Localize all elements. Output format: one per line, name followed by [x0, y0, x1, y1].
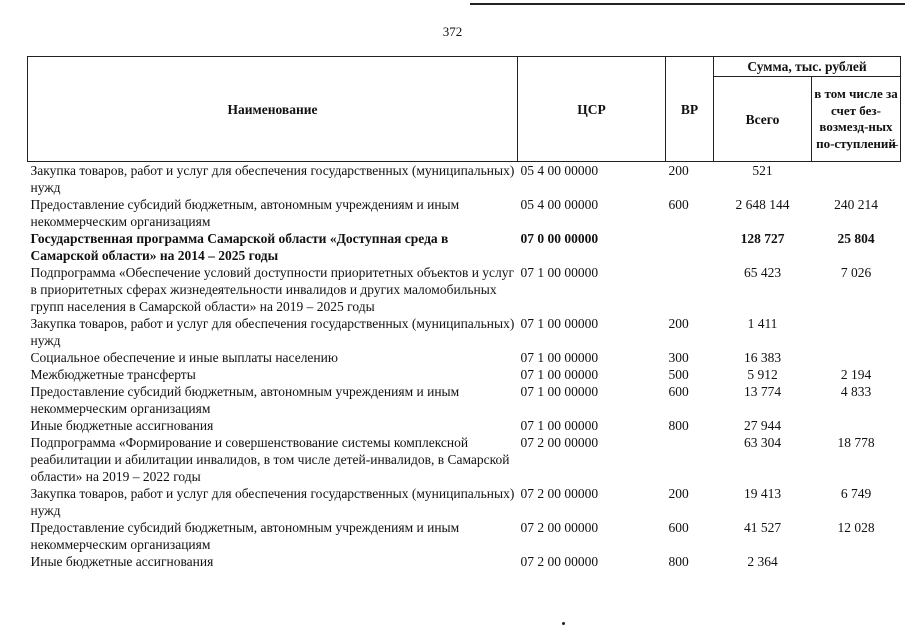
table-row	[28, 434, 901, 485]
header-bezv	[812, 77, 901, 162]
cell-total: 2 364	[747, 554, 778, 569]
cell-name: Иные бюджетные ассигнования	[30, 418, 214, 433]
cell-bezv: 12 028	[837, 520, 875, 535]
cell-bezv: 6 749	[840, 486, 872, 501]
cell-bezv: 18 778	[837, 435, 875, 450]
cell-vr: 600	[668, 197, 689, 212]
cell-name: Закупка товаров, работ и услуг для обеспечения государственных (муниципальных) нужд	[30, 163, 515, 195]
table-row	[28, 196, 901, 230]
cell-name: Социальное обеспечение и иные выплаты населению	[30, 350, 338, 365]
cell-csr: 07 1 00 00000	[520, 418, 599, 433]
header-bezv-text: в том числе за счет без-возмезд-ных по-ступлений	[814, 86, 898, 151]
cell-bezv	[812, 417, 901, 434]
table-row	[28, 315, 901, 349]
table-row	[28, 230, 901, 264]
cell-name: Межбюджетные трансферты	[30, 367, 196, 382]
header-csr: ЦСР	[518, 57, 666, 162]
cell-csr: 07 2 00 00000	[520, 554, 599, 569]
cell-name: Иные бюджетные ассигнования	[30, 554, 214, 569]
cell-csr: 07 1 00 00000	[520, 367, 599, 382]
table-header	[28, 57, 901, 162]
cell-bezv: 7 026	[840, 265, 872, 280]
table-row	[28, 485, 901, 519]
cell-csr: 07 2 00 00000	[520, 435, 599, 450]
cell-csr: 07 2 00 00000	[520, 520, 599, 535]
page-number: 372	[442, 24, 463, 39]
cell-vr: 500	[668, 367, 689, 382]
cell-total: 63 304	[743, 435, 782, 450]
cell-total: 65 423	[743, 265, 782, 280]
bottom-dot	[562, 622, 565, 625]
cell-csr: 07 1 00 00000	[520, 384, 599, 399]
cell-bezv	[812, 349, 901, 366]
cell-total: 1 411	[747, 316, 778, 331]
cell-name: Государственная программа Самарской области «Доступная среда в Самарской области» на 2014 – 2025 годы	[30, 231, 449, 263]
header-vr: ВР	[666, 57, 714, 162]
header-name: Наименование	[28, 57, 518, 162]
cell-csr: 07 1 00 00000	[520, 265, 599, 280]
table-row	[28, 162, 901, 197]
cell-vr: 200	[668, 163, 689, 178]
cell-name: Закупка товаров, работ и услуг для обеспечения государственных (муниципальных) нужд	[30, 316, 515, 348]
cell-vr: 800	[668, 554, 689, 569]
cell-name: Подпрограмма «Обеспечение условий доступности приоритетных объектов и услуг в приоритетных сферах жизнедеятельности инвалидов и других маломобильных групп населения в Самарской области» на 2019 – 2025 годы	[30, 265, 515, 314]
cell-bezv: 240 214	[834, 197, 878, 212]
cell-bezv: 4 833	[840, 384, 872, 399]
cell-total: 13 774	[743, 384, 782, 399]
cell-csr: 07 1 00 00000	[520, 316, 599, 331]
header-total: Всего	[714, 77, 812, 162]
cell-vr: 300	[668, 350, 689, 365]
cell-vr: 800	[668, 418, 689, 433]
cell-total: 27 944	[743, 418, 782, 433]
table-row	[28, 349, 901, 366]
cell-name: Предоставление субсидий бюджетным, автономным учреждениям и иным некоммерческим организациям	[30, 384, 460, 416]
cell-total: 2 648 144	[735, 197, 790, 212]
cell-name: Предоставление субсидий бюджетным, автономным учреждениям и иным некоммерческим организациям	[30, 520, 460, 552]
cell-total: 128 727	[740, 231, 785, 246]
table-row	[28, 366, 901, 383]
cell-vr: 200	[668, 316, 689, 331]
table-row	[28, 519, 901, 553]
table-row	[28, 264, 901, 315]
cell-csr: 05 4 00 00000	[520, 197, 599, 212]
cell-vr: 600	[668, 520, 689, 535]
cell-vr	[666, 264, 714, 315]
cell-csr: 07 0 00 00000	[520, 231, 599, 246]
cell-vr	[666, 434, 714, 485]
cell-total: 521	[752, 163, 773, 178]
cell-name: Предоставление субсидий бюджетным, автономным учреждениям и иным некоммерческим организациям	[30, 197, 460, 229]
cell-total: 16 383	[743, 350, 782, 365]
cell-bezv	[812, 315, 901, 349]
cell-bezv: 25 804	[837, 231, 875, 246]
budget-table	[27, 56, 901, 572]
cell-name: Подпрограмма «Формирование и совершенствование системы комплексной реабилитации и абилитации инвалидов, в том числе детей-инвалидов, в Самарской области» на 2019 – 2022 годы	[30, 435, 510, 484]
table-row	[28, 553, 901, 572]
cell-csr: 07 1 00 00000	[520, 350, 599, 365]
table-row	[28, 417, 901, 434]
header-sum: Сумма, тыс. рублей	[714, 57, 901, 77]
cell-csr: 05 4 00 00000	[520, 163, 599, 178]
table-body	[28, 162, 901, 573]
cell-total: 19 413	[743, 486, 782, 501]
cell-vr: 200	[668, 486, 689, 501]
table-row	[28, 383, 901, 417]
cell-bezv: 2 194	[840, 367, 872, 382]
cell-vr	[666, 230, 714, 264]
cell-bezv	[812, 553, 901, 572]
cell-csr: 07 2 00 00000	[520, 486, 599, 501]
cell-vr: 600	[668, 384, 689, 399]
top-rule	[470, 3, 905, 5]
cell-total: 41 527	[743, 520, 782, 535]
cell-total: 5 912	[747, 367, 778, 382]
cell-name: Закупка товаров, работ и услуг для обеспечения государственных (муниципальных) нужд	[30, 486, 515, 518]
cell-bezv	[812, 162, 901, 197]
